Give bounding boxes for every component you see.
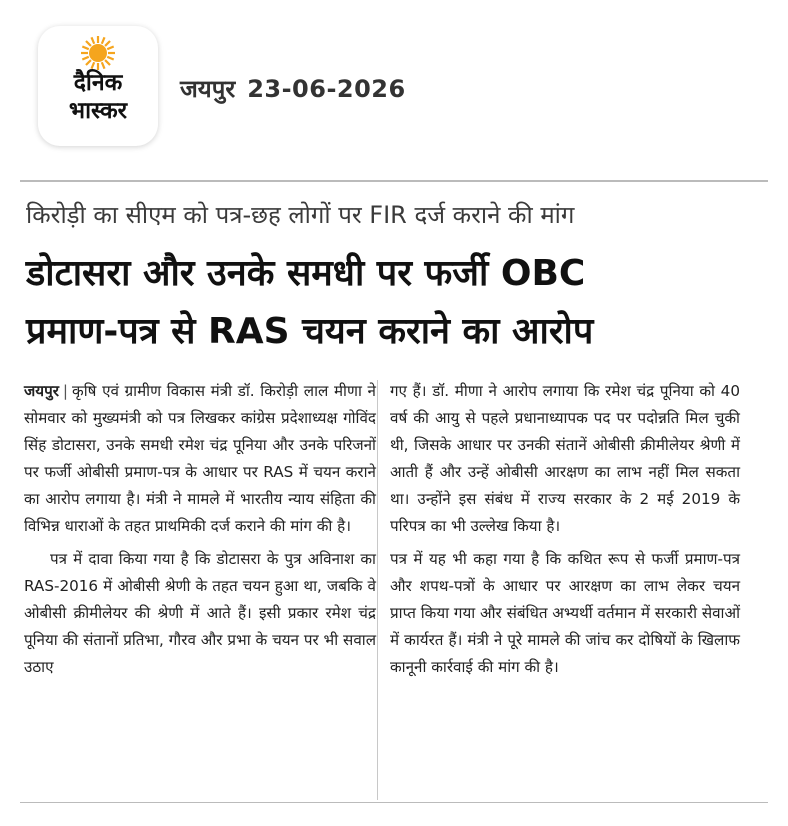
masthead	[0, 0, 788, 170]
paragraph: पत्र में यह भी कहा गया है कि कथित रूप से फर्जी प्रमाण-पत्र और शपथ-पत्रों के आधार पर आरक्षण का लाभ लेकर चयन प्राप्त किया गया और संबंधित अभ्यर्थी वर्तमान में सरकारी सेवाओं में कार्यरत हैं। मंत्री ने पूरे मामले की जांच कर दोषियों के खिलाफ कानूनी कार्रवाई की मांग की है।	[390, 550, 740, 676]
article-kicker: किरोड़ी का सीएम को पत्र-छह लोगों पर FIR दर्ज कराने की मांग	[26, 201, 575, 229]
newspaper-logo[interactable]	[38, 26, 158, 146]
edition-info	[180, 72, 406, 105]
dateline: जयपुर	[24, 382, 59, 400]
headline-line2: प्रमाण-पत्र से RAS चयन कराने का आरोप	[26, 311, 594, 352]
paragraph-text: कृषि एवं ग्रामीण विकास मंत्री डॉ. किरोड़ी लाल मीणा ने सोमवार को मुख्यमंत्री को पत्र लिखकर कांग्रेस प्रदेशाध्यक्ष गोविंद सिंह डोटासरा, उनके समधी रमेश चंद्र पूनिया और उनके परिजनों पर फर्जी ओबीसी प्रमाण-पत्र के आधार पर RAS में चयन कराने का आरोप लगाया है। मंत्री ने मामले में भारतीय न्याय संहिता की विभिन्न धाराओं के तहत प्राथमिकी दर्ज कराने की मांग की है।	[24, 382, 376, 535]
logo-text-line1: दैनिक	[73, 70, 123, 96]
article-column-left	[24, 378, 376, 687]
edition-date: 23-06-2026	[247, 75, 406, 103]
column-divider	[377, 380, 378, 800]
headline-line1: डोटासरा और उनके समधी पर फर्जी OBC	[26, 253, 586, 294]
logo-text-line2: भास्कर	[68, 98, 128, 124]
article-column-right	[390, 378, 740, 687]
paragraph: गए हैं। डॉ. मीणा ने आरोप लगाया कि रमेश चंद्र पूनिया को 40 वर्ष की आयु से पहले प्रधानाध्यापक पद पर पदोन्नति मिल चुकी थी, जिसके आधार पर उनकी संतानें ओबीसी क्रीमीलेयर श्रेणी में आती हैं और उन्हें ओबीसी आरक्षण का लाभ नहीं मिल सकता था। उन्होंने इस संबंध में राज्य सरकार के 2 मई 2019 के परिपत्र का भी उल्लेख किया है।	[390, 382, 740, 535]
paragraph: पत्र में दावा किया गया है कि डोटासरा के पुत्र अविनाश का RAS-2016 में ओबीसी श्रेणी के तहत चयन हुआ था, जबकि वे ओबीसी क्रीमीलेयर की श्रेणी में आते हैं। इसी प्रकार रमेश चंद्र पूनिया की संतानों प्रतिभा, गौरव और प्रभा के चयन पर भी सवाल उठाए	[24, 550, 376, 676]
dateline-separator: |	[62, 382, 69, 400]
paragraph	[24, 378, 376, 540]
divider	[20, 180, 768, 182]
divider	[20, 802, 768, 803]
edition-city: जयपुर	[180, 75, 236, 103]
sun-icon	[79, 34, 117, 72]
